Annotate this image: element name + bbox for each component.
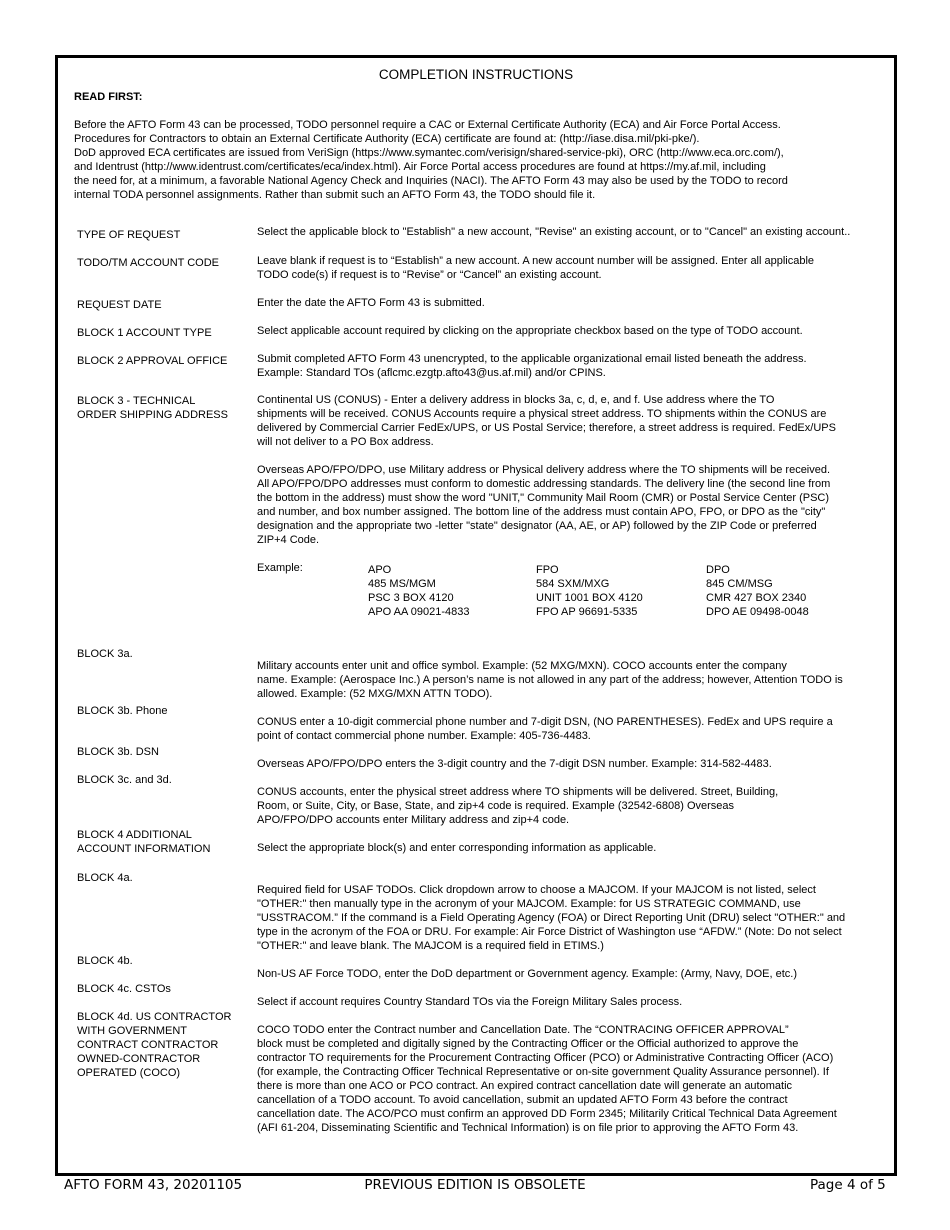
footer-edition: PREVIOUS EDITION IS OBSOLETE [364,1177,586,1193]
text-line: and number, and box number assigned. The bottom line of the address must contain APO, FPO, or DPO as the "city" [257,506,826,518]
text-line: Select if account requires Country Standard TOs via the Foreign Military Sales process. [257,996,683,1008]
text-line: Leave blank if request is to “Establish” a new account. A new account number will be assigned. Enter all applicable [257,255,815,267]
label-block4c [77,982,252,996]
label-type-of-request [77,228,252,242]
label-block4 [77,828,252,856]
text-line: Procedures for Contractors to obtain an External Certificate Authority (ECA) certificate are found at: (http://iase.disa.mil/pki-pke/). [74,133,700,145]
label-block3b-phone [77,704,252,718]
label-block4d [77,1010,252,1080]
text-line: COCO TODO enter the Contract number and Cancellation Date. The “CONTRACING OFFICER APPROVAL” [257,1024,789,1036]
text-line: APO [368,564,392,576]
fpo-address [536,563,643,619]
text-block4c [257,995,889,1009]
label-block3c [77,773,252,787]
text-line: "OTHER:" and leave blank. The MAJCOM is a required field in ETIMS.) [257,940,604,952]
text-line: internal TODA personnel assignments. Rather than submit such an AFTO Form 43, the TODO should file it. [74,189,596,201]
label-block1 [77,326,252,340]
text-line: "OTHER:" then manually type in the acronym of your MAJCOM. Example: for US STRATEGIC COMMAND, use [257,898,801,910]
text-line: WITH GOVERNMENT [77,1025,187,1037]
text-line: BLOCK 3a. [77,648,133,660]
text-line: (for example, the Contracting Officer Technical Representative or on-site government Quality Assurance personnel). If [257,1066,829,1078]
text-line: Enter the date the AFTO Form 43 is submitted. [257,297,485,309]
text-line: Room, or Suite, City, or Base, State, and zip+4 code is required. Example (32542-6808) Overseas [257,800,735,812]
text-line: Before the AFTO Form 43 can be processed, TODO personnel require a CAC or External Certificate Authority (ECA) and Air Force Portal Access. [74,119,781,131]
text-block3b-phone [257,715,889,743]
text-line: BLOCK 2 APPROVAL OFFICE [77,355,228,367]
text-line: type in the acronym of the FOA or DRU. For example: Air Force District of Washington use “AFDW.” (Note: Do not select [257,926,842,938]
text-line: Select applicable account required by clicking on the appropriate checkbox based on the type of TODO account. [257,325,803,337]
text-line: cancellation of a TODO account. To avoid cancellation, submit an updated AFTO Form 43 before the contract [257,1094,788,1106]
text-line: will not deliver to a PO Box address. [257,436,434,448]
text-line: BLOCK 3c. and 3d. [77,774,172,786]
text-line: UNIT 1001 BOX 4120 [536,592,643,604]
text-line: delivered by Commercial Carrier FedEx/UPS, or US Postal Service; therefore, a street address is required. FedEx/UPS [257,422,836,434]
text-line: (AFI 61-204, Disseminating Scientific and Technical Information) is on file prior to approving the AFTO Form 43. [257,1122,799,1134]
text-line: point of contact commercial phone number. Example: 405-736-4483. [257,730,591,742]
text-line: Military accounts enter unit and office symbol. Example: (52 MXG/MXN). COCO accounts enter the company [257,660,787,672]
text-line: ACCOUNT INFORMATION [77,843,211,855]
page-title: COMPLETION INSTRUCTIONS [378,67,574,82]
footer-form-id: AFTO FORM 43, 20201105 [64,1177,243,1193]
text-line: "USSTRACOM.” If the command is a Field Operating Agency (FOA) or Direct Reporting Unit (DRU) select "OTHER:" and [257,912,846,924]
text-block3-overseas [257,463,889,547]
text-line: DPO [706,564,730,576]
text-block3c [257,785,889,827]
text-block2 [257,352,889,380]
text-line: Overseas APO/FPO/DPO enters the 3-digit country and the 7-digit DSN number. Example: 314-582-4483. [257,758,772,770]
text-line: 845 CM/MSG [706,578,773,590]
label-block2 [77,354,252,368]
text-line: REQUEST DATE [77,299,162,311]
text-line: BLOCK 3b. DSN [77,746,159,758]
text-line: Select the appropriate block(s) and enter corresponding information as applicable. [257,842,657,854]
text-line: BLOCK 3b. Phone [77,705,168,717]
intro-paragraph [74,118,874,202]
label-block3 [77,394,252,422]
text-line: All APO/FPO/DPO addresses must conform to domestic addressing standards. The delivery line (the second line from [257,478,831,490]
text-line: Select the applicable block to "Establish" a new account, "Revise" an existing account, or to "Cancel" an existing account.. [257,226,851,238]
text-line: BLOCK 4d. US CONTRACTOR [77,1011,232,1023]
text-line: designation and the appropriate two -letter "state" designator (AA, AE, or AP) followed by the ZIP Code or preferred [257,520,817,532]
text-line: APO AA 09021-4833 [368,606,470,618]
text-line: PSC 3 BOX 4120 [368,592,454,604]
form-frame [55,55,897,1176]
label-block4b [77,954,252,968]
label-block4a [77,871,252,885]
text-line: CONTRACT CONTRACTOR [77,1039,219,1051]
footer-page-number: Page 4 of 5 [810,1177,886,1193]
text-line: APO/FPO/DPO accounts enter Military address and zip+4 code. [257,814,570,826]
text-line: CONUS accounts, enter the physical street address where TO shipments will be delivered. Street, Building, [257,786,779,798]
text-line: ZIP+4 Code. [257,534,320,546]
text-line: BLOCK 3 - TECHNICAL [77,395,196,407]
text-block3-conus [257,393,889,449]
text-line: BLOCK 4b. [77,955,133,967]
text-line: FPO AP 96691-5335 [536,606,638,618]
text-line: DPO AE 09498-0048 [706,606,809,618]
text-line: 485 MS/MGM [368,578,436,590]
label-block3a [77,647,252,661]
text-line: TODO/TM ACCOUNT CODE [77,257,219,269]
text-line: BLOCK 4a. [77,872,133,884]
text-line: shipments will be received. CONUS Accounts require a physical street address. TO shipments within the CONUS are [257,408,827,420]
text-line: BLOCK 4 ADDITIONAL [77,829,192,841]
text-line: DoD approved ECA certificates are issued from VeriSign (https://www.symantec.com/verisign/shared-service-pki), ORC (http://www.eca.orc.com/), [74,147,784,159]
text-block4 [257,841,889,855]
text-line: Non-US AF Force TODO, enter the DoD department or Government agency. Example: (Army, Navy, DOE, etc.) [257,968,798,980]
label-account-code [77,256,252,270]
label-block3b-dsn [77,745,252,759]
text-line: allowed. Example: (52 MXG/MXN ATTN TODO). [257,688,493,700]
text-block3a [257,659,889,701]
text-block4b [257,967,889,981]
text-block1 [257,324,889,338]
text-line: CMR 427 BOX 2340 [706,592,807,604]
text-line: Continental US (CONUS) - Enter a delivery address in blocks 3a, c, d, e, and f. Use address where the TO [257,394,775,406]
text-line: BLOCK 1 ACCOUNT TYPE [77,327,212,339]
text-block4d [257,1023,889,1135]
text-line: Submit completed AFTO Form 43 unencrypted, to the applicable organizational email listed beneath the address. [257,353,807,365]
text-line: cancellation date. The ACO/PCO must confirm an approved DD Form 2345; Militarily Critical Technical Data Agreement [257,1108,837,1120]
text-line: Required field for USAF TODOs. Click dropdown arrow to choose a MAJCOM. If your MAJCOM is not listed, select [257,884,816,896]
read-first-heading: READ FIRST: [74,91,143,103]
dpo-address [706,563,809,619]
text-line: block must be completed and digitally signed by the Contracting Officer or the Official authorized to approve the [257,1038,799,1050]
text-account-code [257,254,889,282]
text-line: Overseas APO/FPO/DPO, use Military address or Physical delivery address where the TO shipments will be received. [257,464,831,476]
apo-address [368,563,470,619]
text-line: and Identrust (http://www.identrust.com/certificates/eca/index.html). Air Force Portal access procedures are found at https://my.af.mil, including [74,161,766,173]
text-line: TYPE OF REQUEST [77,229,181,241]
text-line: name. Example: (Aerospace Inc.) A person’s name is not allowed in any part of the address; however, Attention TODO is [257,674,843,686]
text-block3b-dsn [257,757,889,771]
label-request-date [77,298,252,312]
text-line: FPO [536,564,559,576]
text-line: OPERATED (COCO) [77,1067,181,1079]
text-line: contractor TO requirements for the Procurement Contracting Officer (PCO) or Administrative Contracting Officer (ACO) [257,1052,834,1064]
text-line: Example: Standard TOs (aflcmc.ezgtp.afto43@us.af.mil) and/or CPINS. [257,367,606,379]
text-line: TODO code(s) if request is to “Revise” or “Cancel” an existing account. [257,269,602,281]
text-line: the need for, at a minimum, a favorable National Agency Check and Inquiries (NACI). The AFTO Form 43 may also be used by the TODO to record [74,175,788,187]
text-line: OWNED-CONTRACTOR [77,1053,201,1065]
text-type-of-request [257,225,889,239]
example-label: Example: [257,562,303,574]
text-line: 584 SXM/MXG [536,578,610,590]
text-line: there is more than one ACO or PCO contract. An expired contract cancellation date will generate an automatic [257,1080,793,1092]
text-line: ORDER SHIPPING ADDRESS [77,409,228,421]
text-line: the bottom in the address) must show the word "UNIT," Community Mail Room (CMR) or Postal Service Center (PSC) [257,492,830,504]
text-line: BLOCK 4c. CSTOs [77,983,171,995]
text-line: CONUS enter a 10-digit commercial phone number and 7-digit DSN, (NO PARENTHESES). FedEx and UPS require a [257,716,833,728]
text-block4a [257,883,889,953]
text-request-date [257,296,889,310]
